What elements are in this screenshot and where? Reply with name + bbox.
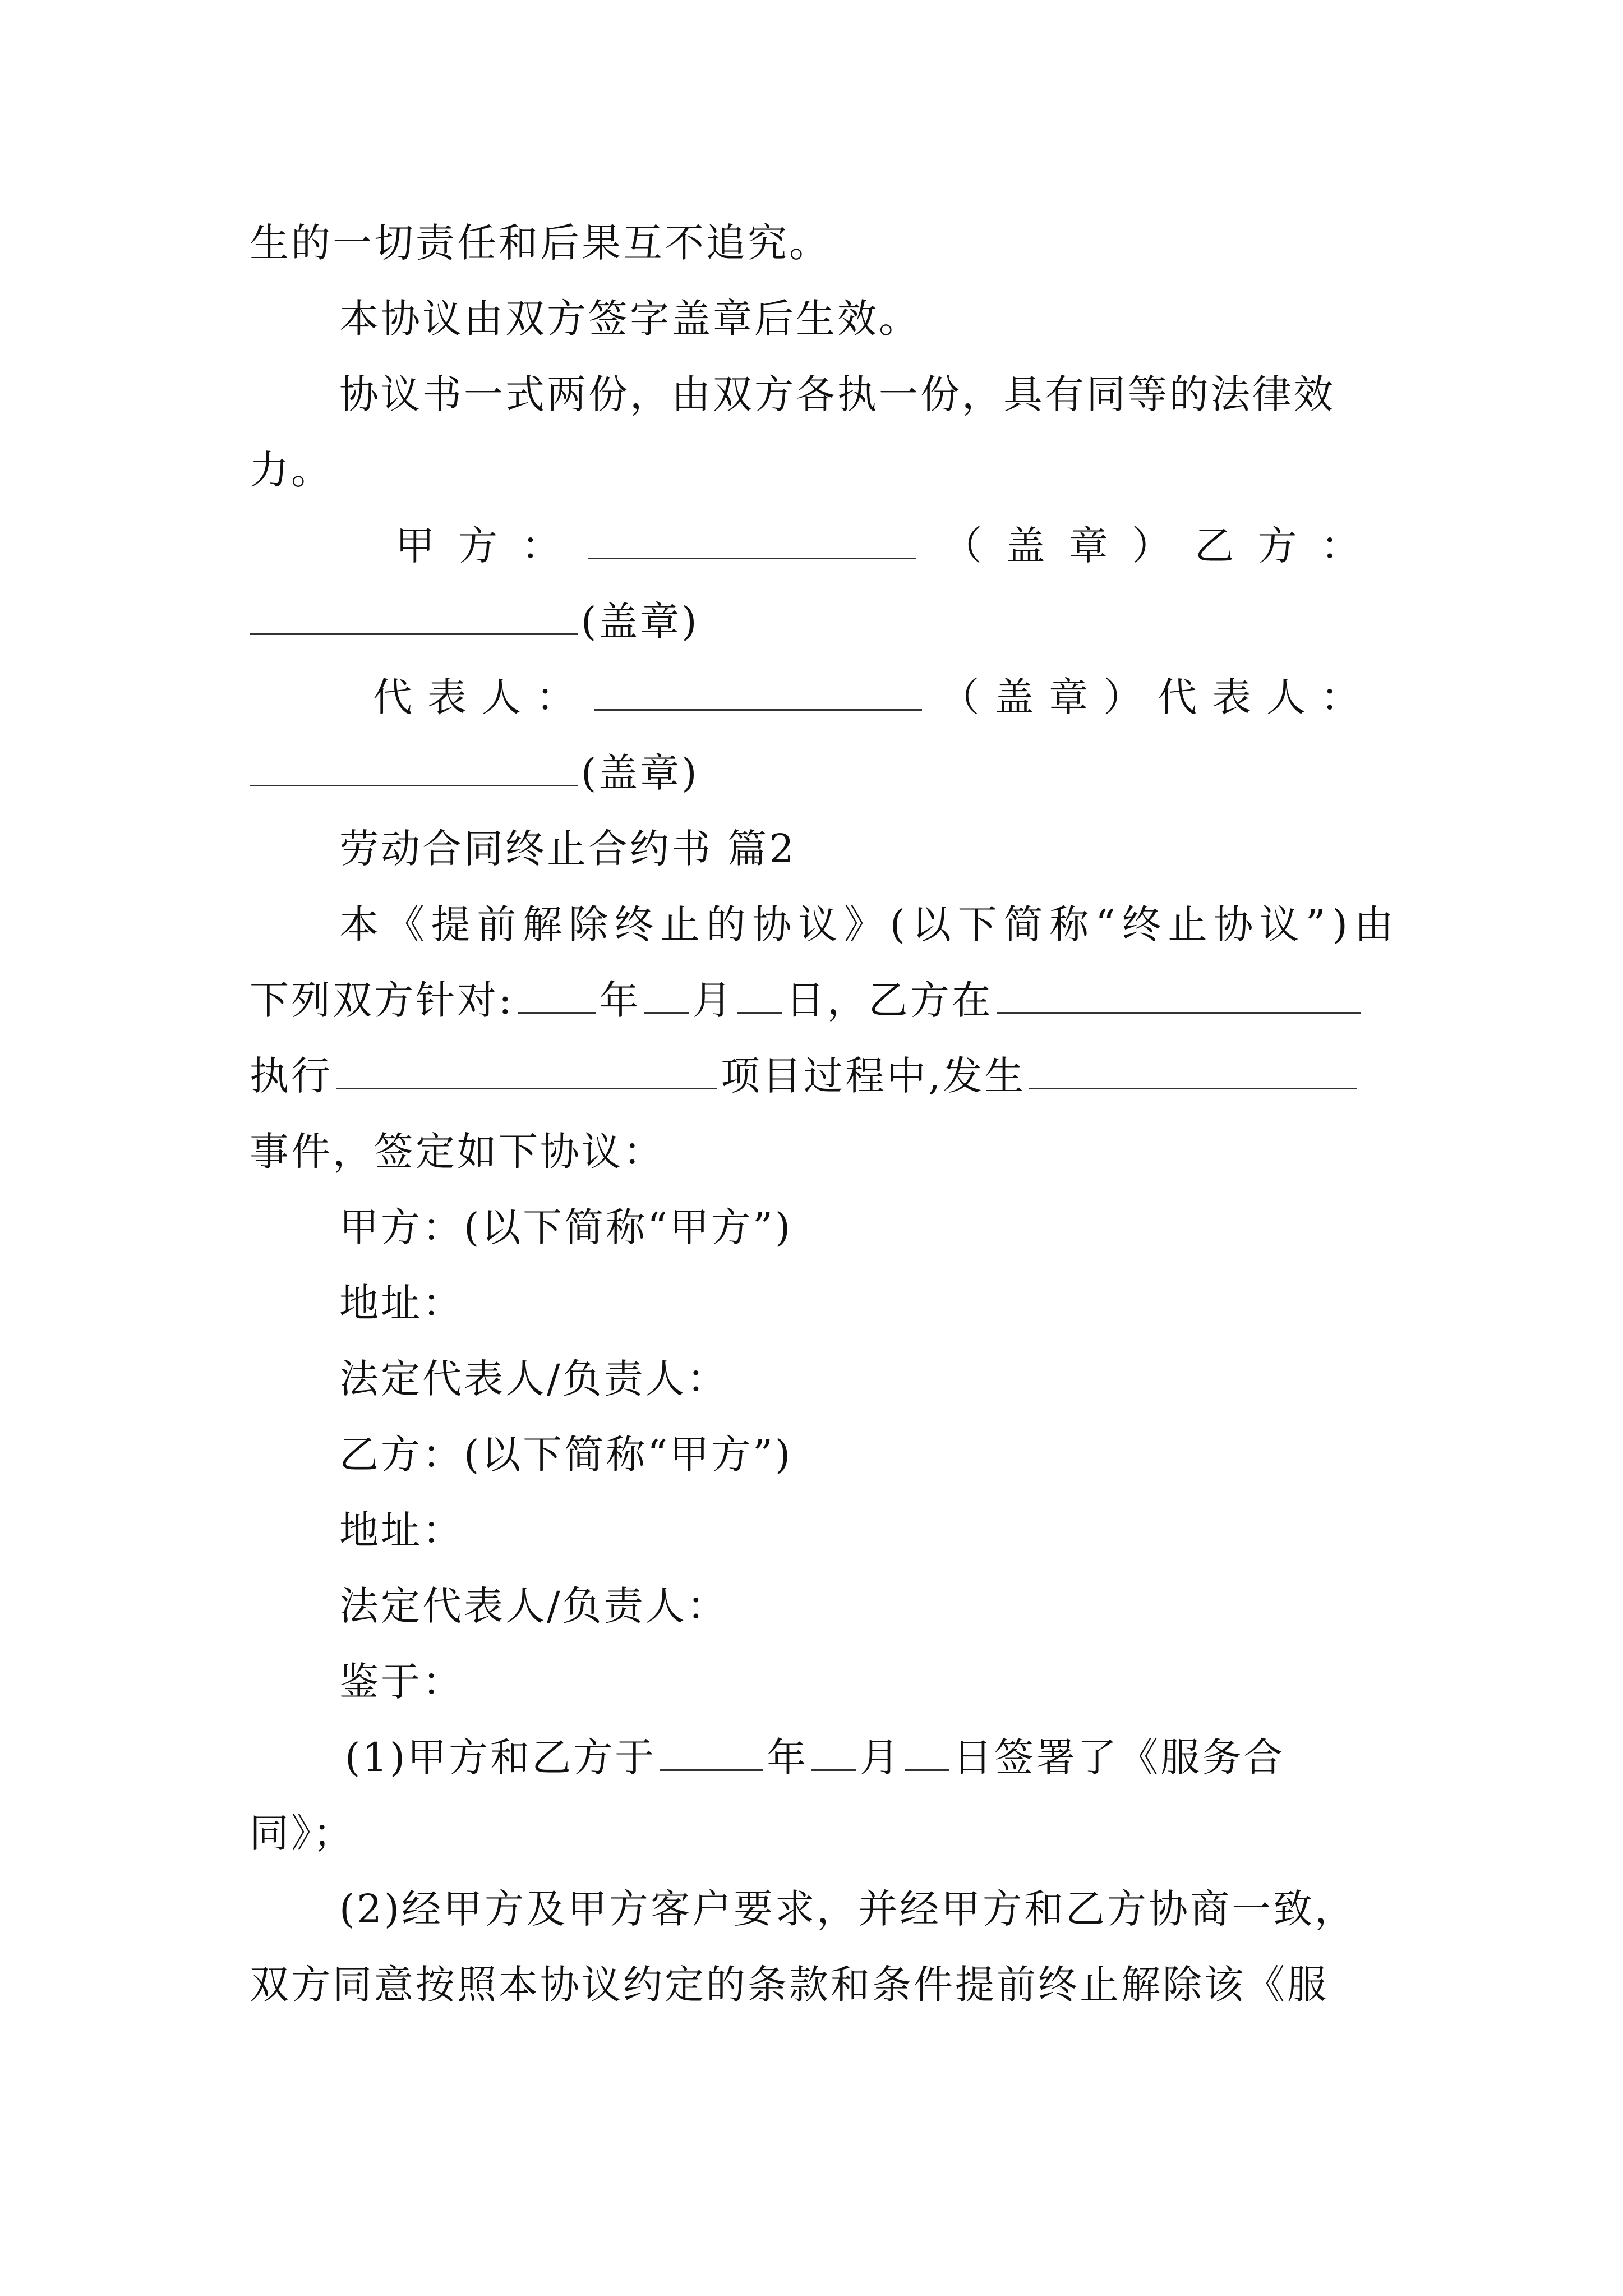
party-sign-line <box>395 519 1360 573</box>
sign-char: 方 <box>458 523 498 569</box>
section-heading: 劳动合同终止合约书 篇2 <box>339 826 796 872</box>
blank-field <box>997 978 1361 1014</box>
date-year: 年 <box>599 977 641 1023</box>
blank-field <box>737 978 782 1014</box>
item-text: 日签署了《服务合 <box>953 1734 1285 1780</box>
intro-char: 简 <box>1003 901 1043 947</box>
blank-field <box>594 675 922 711</box>
blank-field <box>250 751 578 786</box>
intro-char: 终 <box>614 901 654 947</box>
intro-char: 以 <box>911 901 951 947</box>
blank-field <box>250 600 578 635</box>
intro-char: 止 <box>1168 901 1207 947</box>
sign-char: 章 <box>1049 674 1089 720</box>
legal-rep-line: 法定代表人/负责人： <box>339 1356 728 1402</box>
blank-field <box>1029 1054 1357 1089</box>
item-text: (1)甲方和乙方于 <box>345 1734 657 1780</box>
sign-char: ： <box>1320 523 1360 569</box>
item-1-line <box>345 1731 1399 1784</box>
paragraph-line: 本协议由双方签字盖章后生效。 <box>339 296 920 342</box>
intro-char: ) <box>1332 901 1348 947</box>
rep-sign-line <box>373 670 1360 724</box>
intro-char: 前 <box>477 901 517 947</box>
blank-field <box>905 1736 949 1771</box>
intro-line <box>250 973 1394 1027</box>
intro-char: 协 <box>1214 901 1253 947</box>
seal-line <box>250 595 1394 648</box>
intro-char: ” <box>1305 901 1326 947</box>
party-a-line: 甲方：(以下简称“甲方”) <box>339 1204 793 1250</box>
intro-char: 《 <box>385 901 425 947</box>
intro-char: 下 <box>957 901 997 947</box>
date-month: 月 <box>860 1734 902 1780</box>
seal-label: (盖章) <box>581 750 699 796</box>
sign-char: 甲 <box>395 523 435 569</box>
intro-char: 本 <box>339 901 379 947</box>
seal-line <box>250 746 1394 800</box>
intro-text: 项目过程中,发生 <box>721 1053 1026 1099</box>
intro-char: 提 <box>431 901 471 947</box>
intro-char: 由 <box>1354 901 1394 947</box>
sign-char: 表 <box>427 674 467 720</box>
sign-char: 方 <box>1257 523 1297 569</box>
blank-field <box>811 1736 856 1771</box>
blank-field <box>336 1054 717 1089</box>
item-1-line: 同》； <box>250 1810 354 1856</box>
sign-char: 盖 <box>1006 523 1045 569</box>
intro-char: ( <box>889 901 906 947</box>
paragraph-line: 力。 <box>250 447 333 493</box>
whereas-line: 鉴于： <box>339 1659 464 1705</box>
intro-char: 协 <box>752 901 792 947</box>
paragraph-line: 生的一切责任和后果互不追究。 <box>250 220 831 266</box>
intro-char: 》 <box>843 901 883 947</box>
intro-line <box>339 898 1394 951</box>
address-line: 地址： <box>339 1507 464 1553</box>
sign-char: ） <box>1103 674 1143 720</box>
blank-field <box>588 524 916 559</box>
sign-char: 表 <box>1212 674 1252 720</box>
address-line: 地址： <box>339 1280 464 1326</box>
intro-char: 议 <box>1260 901 1299 947</box>
sign-char: 代 <box>373 674 412 720</box>
intro-char: 的 <box>706 901 746 947</box>
sign-char: 人 <box>1266 674 1306 720</box>
intro-line <box>250 1049 1394 1103</box>
item-2-line: (2)经甲方及甲方客户要求，并经甲方和乙方协商一致， <box>339 1886 1357 1932</box>
intro-char: 解 <box>523 901 562 947</box>
sign-char: （ <box>940 674 980 720</box>
sign-char: ） <box>1132 523 1172 569</box>
blank-field <box>518 978 596 1014</box>
item-2-line: 双方同意按照本协议约定的条款和条件提前终止解除该《服 <box>250 1962 1329 2008</box>
party-b-line: 乙方：(以下简称“甲方”) <box>339 1432 793 1478</box>
intro-char: 称 <box>1049 901 1089 947</box>
date-year: 年 <box>767 1734 809 1780</box>
intro-text: 日，乙方在 <box>785 977 993 1023</box>
sign-char: 盖 <box>994 674 1034 720</box>
intro-char: 议 <box>798 901 838 947</box>
intro-char: 终 <box>1122 901 1161 947</box>
sign-char: 乙 <box>1195 523 1234 569</box>
seal-label: (盖章) <box>581 599 699 645</box>
intro-char: 止 <box>660 901 700 947</box>
sign-char: 章 <box>1068 523 1108 569</box>
date-month: 月 <box>692 977 734 1023</box>
paragraph-line: 协议书一式两份，由双方各执一份，具有同等的法律效 <box>339 371 1335 417</box>
sign-char: 代 <box>1158 674 1197 720</box>
intro-line: 事件，签定如下协议： <box>250 1129 665 1175</box>
sign-char: ： <box>536 674 575 720</box>
intro-char: “ <box>1095 901 1115 947</box>
intro-char: 除 <box>569 901 608 947</box>
intro-text: 执行 <box>250 1053 333 1099</box>
blank-field <box>644 978 689 1014</box>
blank-field <box>660 1736 763 1771</box>
sign-char: （ <box>943 523 983 569</box>
intro-text: 下列双方针对: <box>250 977 514 1023</box>
sign-char: ： <box>521 523 561 569</box>
sign-char: ： <box>1320 674 1360 720</box>
legal-rep-line: 法定代表人/负责人： <box>339 1583 728 1629</box>
sign-char: 人 <box>481 674 521 720</box>
